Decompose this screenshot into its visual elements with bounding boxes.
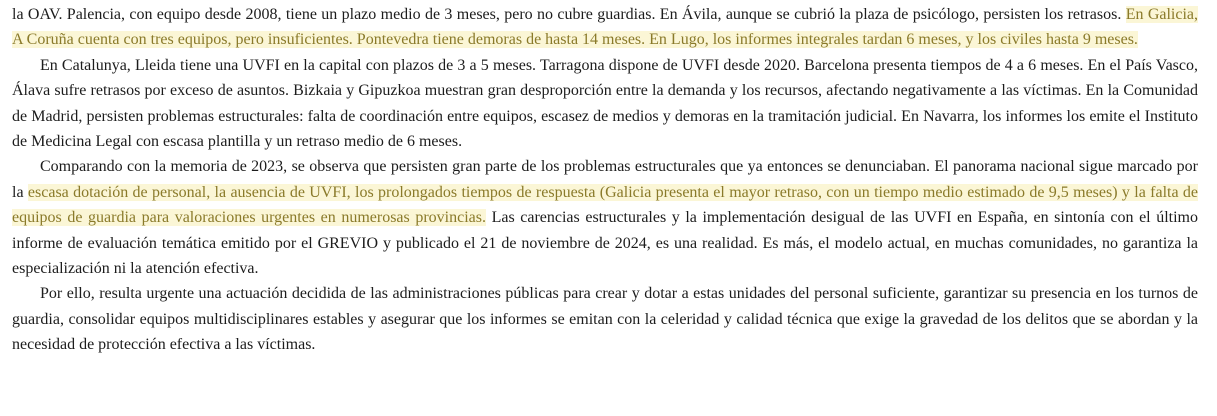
document-body <box>12 2 1198 358</box>
text-run: Las carencias estructurales y la implementación desigual de las UVFI en España, en sintonía con el último informe de evaluación temática emitido por el GREVIO y publicado el 21 de noviembre de 2024, es una realidad. Es más, el modelo actual, en muchas comunidades, no garantiza la especialización ni la atención efectiva. <box>12 209 1198 278</box>
highlighted-text: escasa dotación de personal, la ausencia de UVFI, los prolongados tiempos de respuesta (Galicia presenta el mayor retraso, con un tiempo medio estimado de 9,5 meses) y la falta de equipos de guardia para valoraciones urgentes en numerosas provincias. <box>12 183 1199 227</box>
paragraph-2 <box>12 53 1198 155</box>
paragraph-3 <box>12 154 1198 281</box>
text-run: En Catalunya, Lleida tiene una UVFI en la capital con plazos de 3 a 5 meses. Tarragona dispone de UVFI desde 2020. Barcelona presenta tiempos de 4 a 6 meses. En el País Vasco, Álava sufre retrasos por exceso de asuntos. Bizkaia y Gipuzkoa muestran gran desproporción entre la demanda y los recursos, afectando negativamente a las víctimas. En la Comunidad de Madrid, persisten problemas estructurales: falta de coordinación entre equipos, escasez de medios y demoras en la tramitación judicial. En Navarra, los informes los emite el Instituto de Medicina Legal con escasa plantilla y un retraso medio de 6 meses. <box>12 56 1198 151</box>
paragraph-1 <box>12 2 1198 53</box>
paragraph-4 <box>12 281 1198 357</box>
text-run: Comparando con la memoria de 2023, se observa que persisten gran parte de los problemas estructurales que ya entonces se denunciaban. El panorama nacional sigue marcado por la <box>12 158 1198 201</box>
text-run: la OAV. Palencia, con equipo desde 2008, tiene un plazo medio de 3 meses, pero no cubre guardias. En Ávila, aunque se cubrió la plaza de psicólogo, persisten los retrasos. <box>12 6 1126 23</box>
highlighted-text: En Galicia, A Coruña cuenta con tres equipos, pero insuficientes. Pontevedra tiene demoras de hasta 14 meses. En Lugo, los informes integrales tardan 6 meses, y los civiles hasta 9 meses. <box>12 6 1199 49</box>
text-run: Por ello, resulta urgente una actuación decidida de las administraciones públicas para crear y dotar a estas unidades del personal suficiente, garantizar su presencia en los turnos de guardia, consolidar equipos multidisciplinares estables y asegurar que los informes se emitan con la celeridad y calidad técnica que exige la gravedad de los delitos que se abordan y la necesidad de protección efectiva a las víctimas. <box>12 285 1198 354</box>
